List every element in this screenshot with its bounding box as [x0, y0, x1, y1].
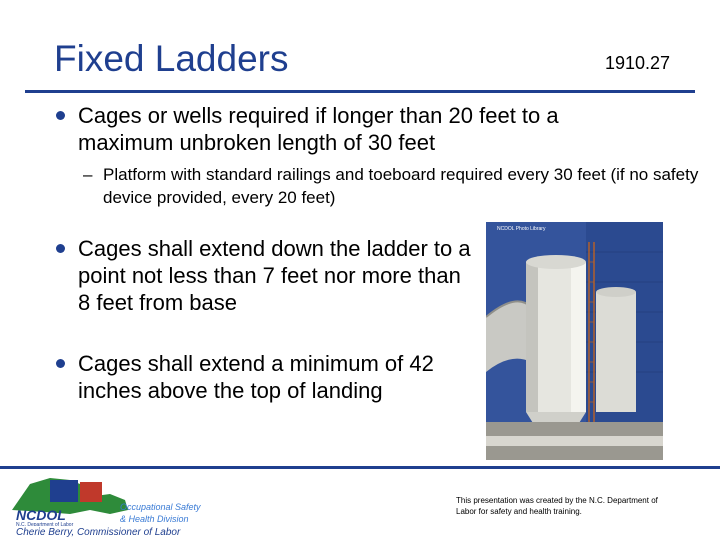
photo-illustration [486, 222, 663, 460]
title-divider [25, 90, 695, 93]
dash-icon: – [83, 165, 93, 184]
slide-title: Fixed Ladders [54, 38, 289, 79]
bullet-dot-icon [56, 244, 65, 253]
division-line-1: Occupational Safety [120, 502, 201, 512]
footer-divider [0, 466, 720, 469]
bullet-dot-icon [56, 111, 65, 120]
ncdol-logo-graphic [10, 470, 210, 526]
logo-wordmark: NCDOL [16, 507, 66, 523]
bullet-text: Cages shall extend a minimum of 42 inches above the top of landing [78, 351, 434, 403]
bullet-text: Cages or wells required if longer than 20 feet to a maximum unbroken length of 30 feet [78, 103, 559, 155]
logo-subtitle: N.C. Department of Labor [16, 522, 74, 526]
photo-credit: NCDOL Photo Library [497, 226, 546, 232]
footer-disclaimer: This presentation was created by the N.C. Department of Labor for safety and health training. [456, 496, 658, 516]
bullet-dot-icon [56, 359, 65, 368]
regulation-reference: 1910.27 [605, 53, 671, 73]
bullet-text: Cages shall extend down the ladder to a point not less than 7 feet nor more than 8 feet from base [78, 236, 471, 315]
sub-bullet-text: Platform with standard railings and toeboard required every 30 feet (if no safety device provided, every 20 feet) [103, 165, 699, 207]
dust-collector-photo [486, 222, 663, 460]
division-line-2: & Health Division [120, 514, 189, 524]
commissioner-line: Cherie Berry, Commissioner of Labor [16, 527, 181, 538]
